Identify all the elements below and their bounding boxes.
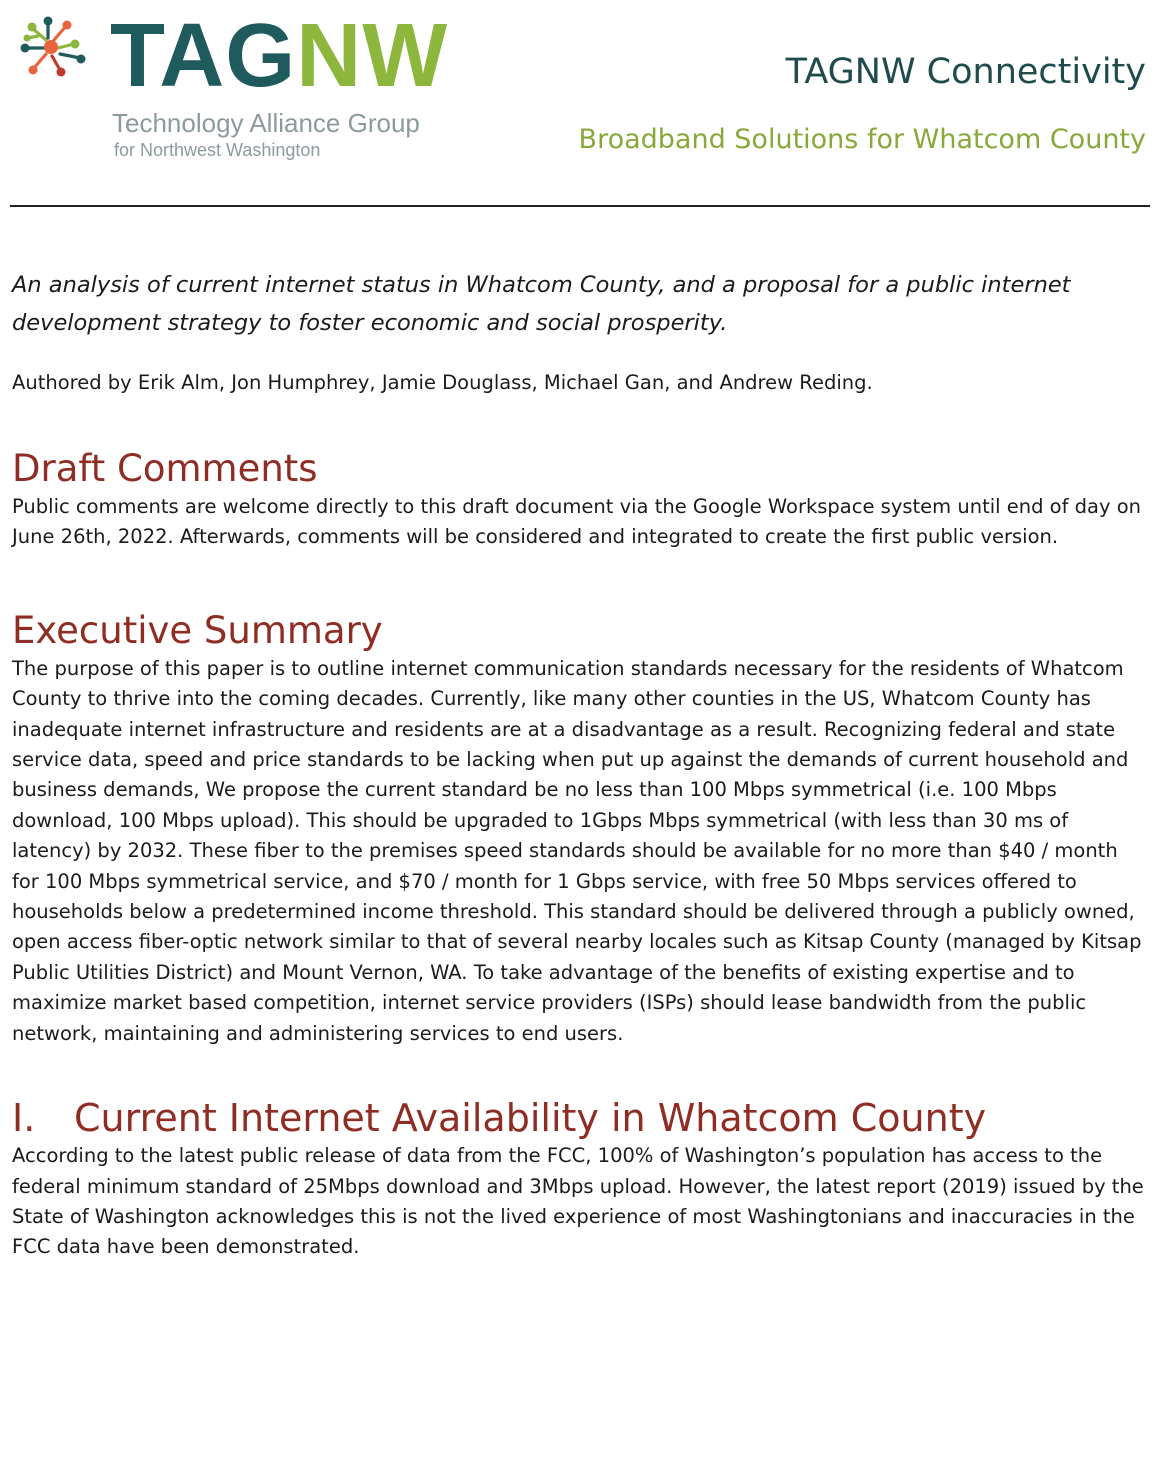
draft-comments-heading: Draft Comments <box>12 447 318 490</box>
header-divider <box>10 205 1150 207</box>
logo-subtitle-line2: for Northwest Washington <box>114 140 321 160</box>
section-1-title: Current Internet Availability in Whatcom County <box>74 1096 987 1141</box>
draft-comments-body: Public comments are welcome directly to this draft document via the Google Workspace system until end of day on June 26th, 2022. Afterwards, comments will be considered and integrated to create the first public version. <box>12 495 1142 549</box>
header-subtitle: Broadband Solutions for Whatcom County <box>578 124 1146 155</box>
executive-summary-body: The purpose of this paper is to outline internet communication standards necessary for the residents of Whatcom County to thrive into the coming decades. Currently, like many other counties in the US, Whatcom County has inadequate internet infrastructure and residents are at a disadvantage as a result. Recognizing federal and state service data, speed and price standards to be lacking when put up against the demands of current household and business demands, We propose the current standard be no less than 100 Mbps symmetrical (i.e. 100 Mbps download, 100 Mbps upload). This should be upgraded to 1Gbps Mbps symmetrical (with less than 30 ms of latency) by 2032. These fiber to the premises speed standards should be available for no more than $40 / month for 100 Mbps symmetrical service, and $70 / month for 1 Gbps service, with free 50 Mbps services offered to households below a predetermined income threshold. This standard should be delivered through a publicly owned, open access fiber-optic network similar to that of several nearby locales such as Kitsap County (managed by Kitsap Public Utilities District) and Mount Vernon, WA. To take advantage of the benefits of existing expertise and to maximize market based competition, internet service providers (ISPs) should lease bandwidth from the public network, maintaining and administering services to end users. <box>12 656 1142 1045</box>
authors-line: Authored by Erik Alm, Jon Humphrey, Jamie Douglass, Michael Gan, and Andrew Reding. <box>12 371 873 394</box>
tagnw-logo-icon <box>18 14 108 86</box>
section-1-body: According to the latest public release of data from the FCC, 100% of Washington’s population has access to the federal minimum standard of 25Mbps download and 3Mbps upload. However, the latest report (2019) issued by the State of Washington acknowledges this is not the lived experience of most Washingtonians and inaccuracies in the FCC data have been demonstrated. <box>12 1144 1144 1259</box>
executive-summary-heading: Executive Summary <box>12 608 383 652</box>
logo-word-tag: TAG <box>110 6 297 106</box>
logo-word-nw: NW <box>296 6 449 106</box>
header-title: TAGNW Connectivity <box>785 52 1146 92</box>
section-1-number: I. <box>12 1096 36 1141</box>
abstract: An analysis of current internet status in Whatcom County, and a proposal for a public internet development strategy to foster economic and social prosperity. <box>12 272 1071 336</box>
logo-subtitle-line1: Technology Alliance Group <box>112 108 420 138</box>
document-body <box>12 266 1144 1263</box>
section-1-heading <box>12 1095 1144 1141</box>
logo-wordmark <box>110 4 448 108</box>
